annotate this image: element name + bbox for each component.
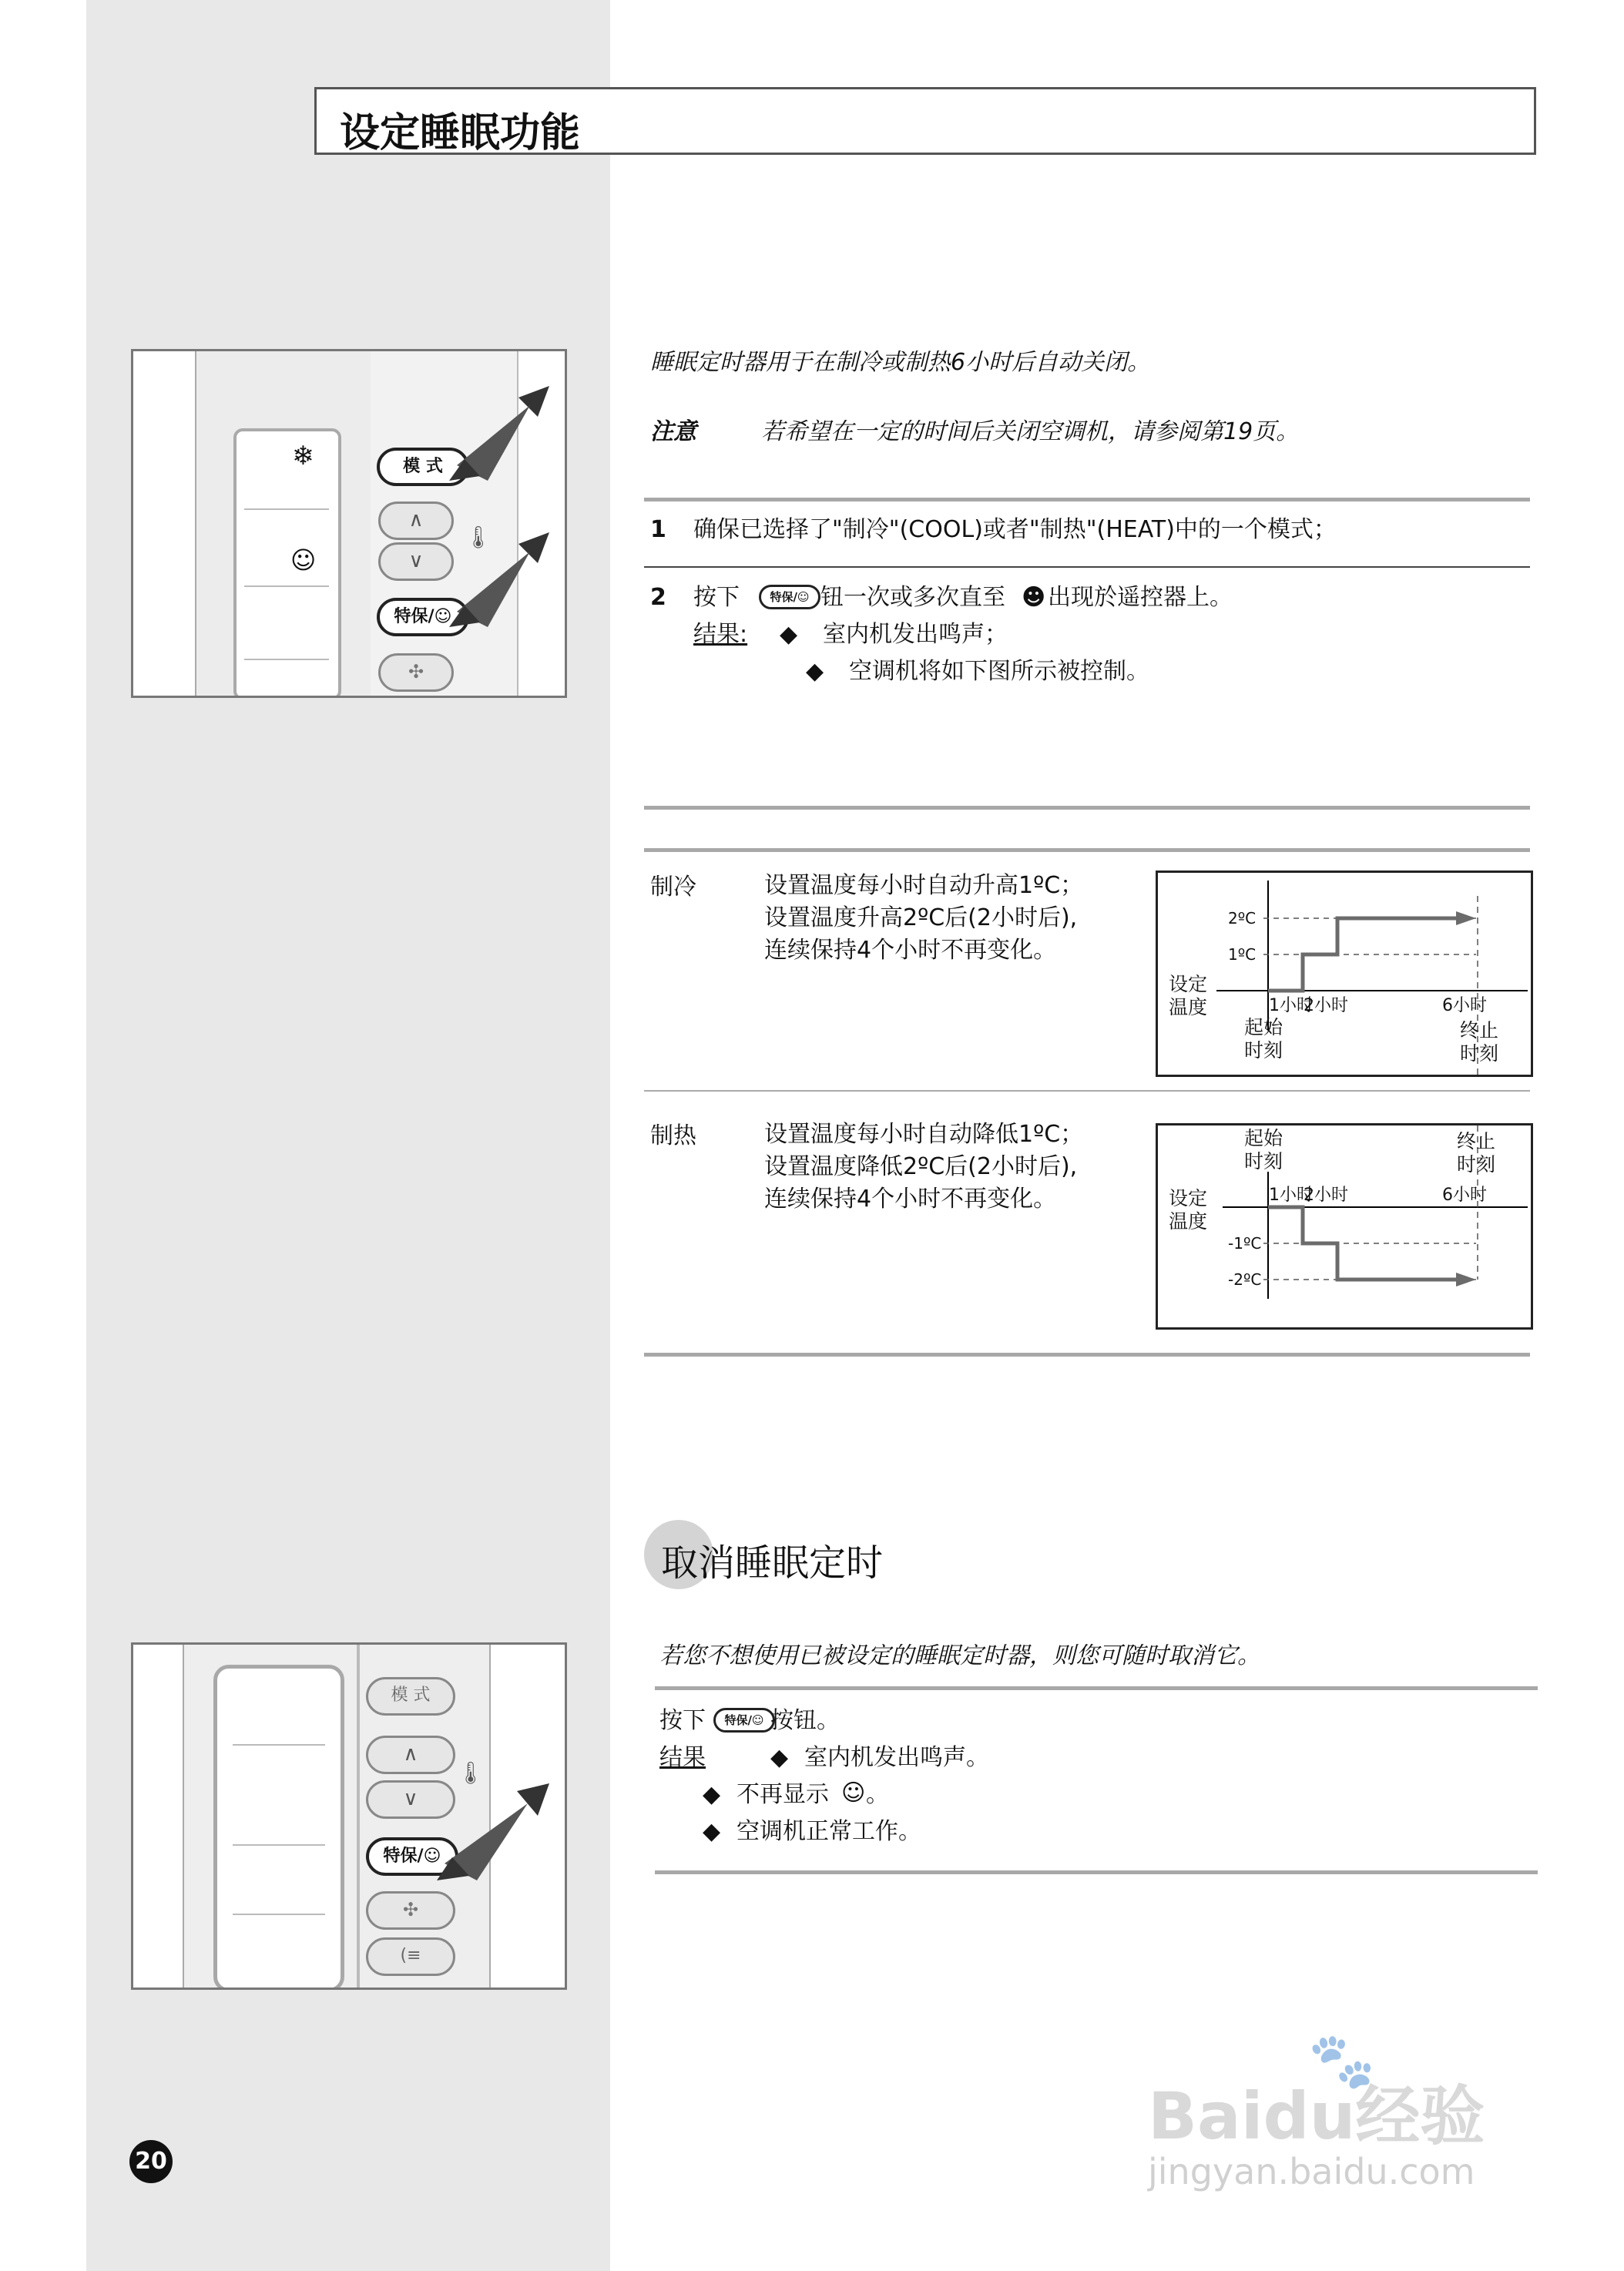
result-item: 室内机发出鸣声；	[823, 621, 1008, 648]
divider	[644, 566, 1530, 568]
y-tick-label: -1ºC	[1228, 1234, 1262, 1253]
cancel-press-before: 按下	[659, 1707, 706, 1734]
cooling-chart	[1156, 870, 1533, 1077]
remote-display	[233, 428, 341, 698]
cancel-result-item: 空调机正常工作。	[737, 1818, 921, 1845]
cancel-result-end: 。	[866, 1781, 889, 1808]
pointer-arrow-mode	[441, 382, 565, 490]
rule	[655, 1870, 1538, 1874]
x-tick-label: 1小时	[1269, 1186, 1314, 1205]
step-text-after: 钮一次或多次直至	[820, 584, 1005, 611]
mode-line: 设置温度每小时自动升高1ºC；	[764, 872, 1084, 899]
y-tick-label: 1ºC	[1228, 945, 1257, 964]
sleep-button-inline: 特保/☺	[713, 1708, 775, 1733]
y-tick-label: -2ºC	[1228, 1270, 1262, 1289]
panel-divider	[357, 1645, 360, 1990]
x-tick-label: 6小时	[1442, 1186, 1487, 1205]
end-time-label: 终止 时刻	[1460, 1019, 1499, 1065]
display-divider	[233, 1914, 325, 1915]
fan-speed-button[interactable]	[378, 653, 454, 692]
diamond-bullet-icon: ◆	[703, 1781, 721, 1808]
chevron-down-icon: ∨	[403, 1787, 418, 1810]
sleep-face-icon: ☺	[423, 1847, 441, 1866]
diamond-bullet-icon: ◆	[703, 1818, 721, 1845]
rule	[655, 1686, 1538, 1690]
sleep-button-inline: 特保/☺	[759, 585, 820, 609]
fan-icon: ✣	[408, 661, 424, 683]
series-arrowhead	[1456, 911, 1476, 925]
diamond-bullet-icon: ◆	[770, 1744, 789, 1771]
display-divider	[244, 585, 329, 587]
display-divider	[244, 508, 329, 510]
display-divider	[233, 1744, 325, 1746]
thermometer-icon: 🌡	[465, 525, 492, 550]
x-tick-label: 2小时	[1304, 996, 1348, 1015]
note-label: 注意	[650, 418, 696, 445]
cancel-result-label: 结果	[659, 1744, 706, 1771]
thermometer-icon: 🌡	[457, 1760, 485, 1786]
display-divider	[244, 659, 329, 660]
rule	[644, 806, 1530, 810]
step-number: 2	[650, 584, 666, 611]
swing-icon: (≡	[400, 1946, 421, 1965]
intro-text: 睡眠定时器用于在制冷或制热6小时后自动关闭。	[650, 349, 1151, 376]
cancel-result-item: 不再显示	[737, 1781, 829, 1808]
remote-illustration-top	[131, 349, 567, 698]
mode-button[interactable]: 模 式	[377, 448, 469, 486]
chevron-up-icon: ∧	[403, 1743, 418, 1766]
y-axis-label: 设定 温度	[1169, 973, 1208, 1018]
sleep-face-icon: ☺	[841, 1780, 866, 1806]
mode-name: 制冷	[650, 874, 696, 901]
mode-line: 连续保持4个小时不再变化。	[764, 1186, 1057, 1213]
result-label: 结果:	[693, 621, 748, 648]
result-item: 空调机将如下图所示被控制。	[849, 658, 1149, 685]
heating-chart	[1156, 1123, 1533, 1330]
cancel-intro: 若您不想使用已被设定的睡眠定时器，则您可随时取消它。	[659, 1642, 1260, 1669]
swing-button[interactable]	[366, 1937, 455, 1976]
rule	[644, 848, 1530, 852]
step-number: 1	[650, 516, 666, 543]
display-divider	[233, 1844, 325, 1846]
diamond-bullet-icon: ◆	[806, 658, 824, 685]
note-text: 若希望在一定的时间后关闭空调机，请参阅第19页。	[761, 418, 1300, 445]
remote-illustration-bottom	[131, 1642, 567, 1990]
watermark-brand: Baidu经验	[1148, 2078, 1485, 2154]
x-tick-label: 2小时	[1304, 1186, 1348, 1205]
mode-line: 设置温度升高2ºC后(2小时后),	[764, 904, 1078, 931]
step-text-end: 出现於遥控器上。	[1048, 584, 1233, 611]
rule	[644, 498, 1530, 501]
x-tick-label: 6小时	[1442, 996, 1487, 1015]
y-axis-label: 设定 温度	[1169, 1187, 1208, 1233]
fan-icon: ✣	[402, 1899, 419, 1920]
end-time-label: 终止 时刻	[1457, 1130, 1496, 1176]
pointer-arrow-sleep	[441, 528, 565, 636]
start-time-label: 起始 时刻	[1244, 1016, 1283, 1062]
rule	[644, 1353, 1530, 1357]
remote-display	[213, 1665, 344, 1990]
chevron-up-icon: ∧	[408, 508, 424, 532]
divider	[644, 1090, 1530, 1092]
chevron-down-icon: ∨	[408, 549, 424, 572]
mode-line: 设置温度降低2ºC后(2小时后),	[764, 1153, 1078, 1180]
page-title-box	[314, 87, 1536, 155]
page-title: 设定睡眠功能	[340, 110, 581, 156]
series-arrowhead	[1456, 1273, 1476, 1286]
sleep-button[interactable]: 特保/☺	[366, 1837, 458, 1876]
page-number: 20	[129, 2140, 173, 2183]
diamond-bullet-icon: ◆	[780, 621, 798, 648]
watermark-url: jingyan.baidu.com	[1148, 2151, 1475, 2192]
cancel-section-title: 取消睡眠定时	[661, 1541, 884, 1585]
fan-speed-button[interactable]	[366, 1891, 455, 1930]
mode-button[interactable]: 模 式	[366, 1677, 455, 1716]
x-tick-label: 1小时	[1269, 996, 1314, 1015]
step-text-before: 按下	[693, 584, 740, 611]
paw-icon: 🐾	[1308, 2029, 1376, 2092]
mode-line: 设置温度每小时自动降低1ºC；	[764, 1121, 1084, 1148]
cancel-press-after: 按钮。	[770, 1707, 840, 1734]
start-time-label: 起始 时刻	[1244, 1127, 1283, 1172]
step-text: 确保已选择了"制冷"(COOL)或者"制热"(HEAT)中的一个模式；	[693, 516, 1337, 543]
sleep-button[interactable]: 特保/☺	[377, 598, 469, 636]
mode-name: 制热	[650, 1122, 696, 1149]
sleep-face-icon: ☺	[434, 607, 452, 626]
pointer-arrow-sleep	[423, 1768, 565, 1891]
snowflake-icon: ❄	[292, 441, 314, 471]
sleep-face-icon: ☻	[1022, 584, 1046, 611]
mode-line: 连续保持4个小时不再变化。	[764, 937, 1057, 964]
sleep-face-icon: ☺	[290, 545, 317, 575]
y-tick-label: 2ºC	[1228, 909, 1257, 928]
cancel-result-item: 室内机发出鸣声。	[804, 1744, 989, 1771]
